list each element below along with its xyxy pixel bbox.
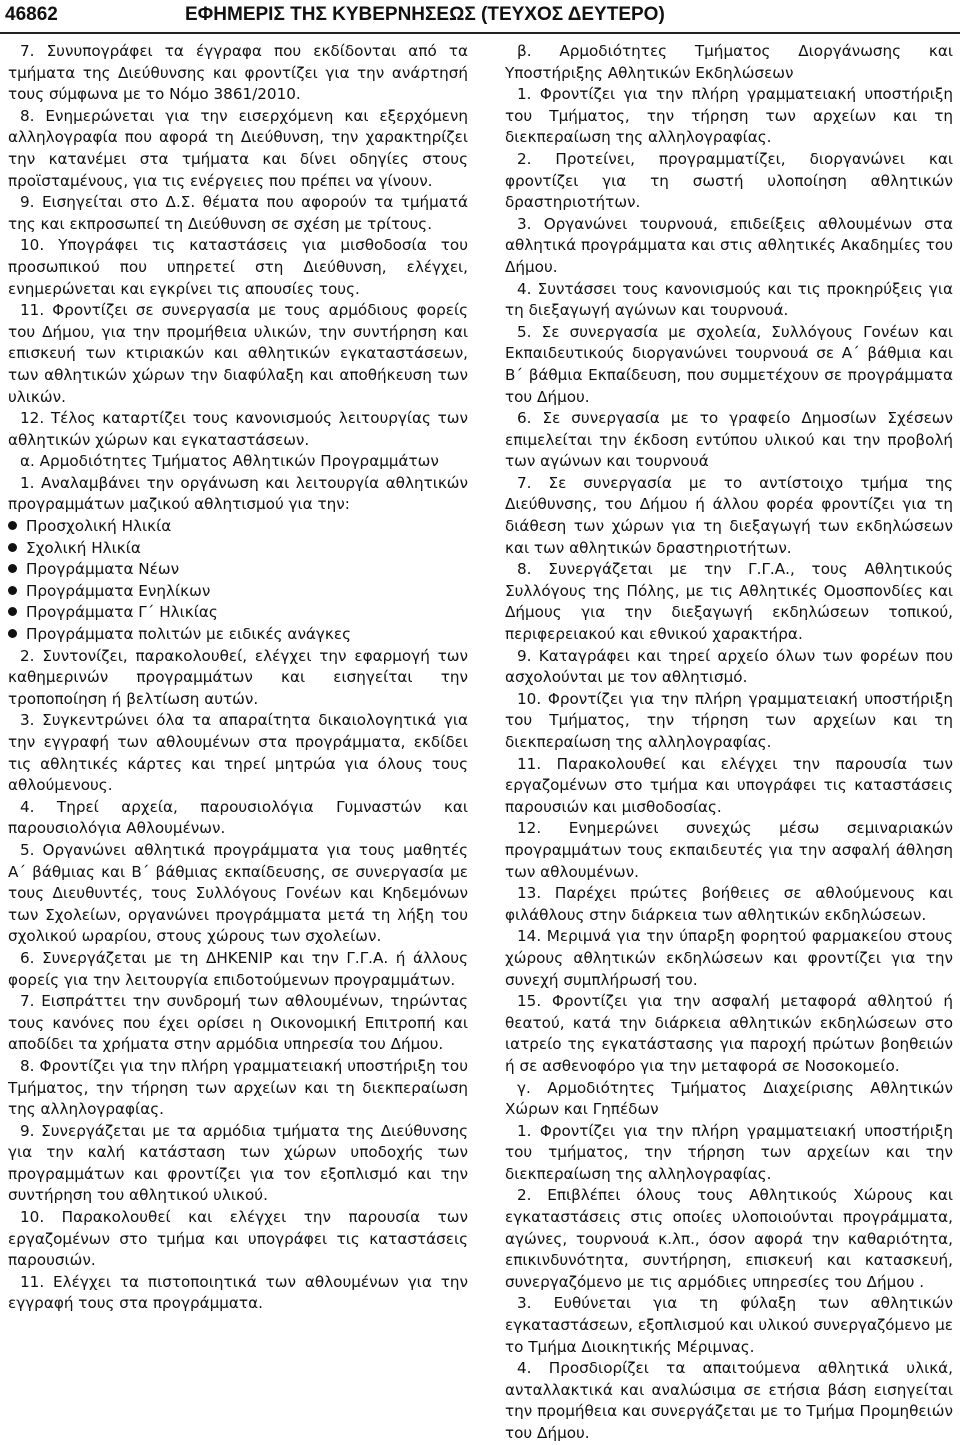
paragraph: 1. Φροντίζει για την πλήρη γραμματειακή υποστήριξη του τμήματος, την τήρηση των αρχείων και την διεκπεραίωση της αλληλογραφίας. — [505, 1121, 953, 1183]
paragraph: 11. Παρακολουθεί και ελέγχει την παρουσία των εργαζομένων στο τμήμα και υπογράφει τις καταστάσεις παρουσιών και μισθοδοσίας. — [505, 754, 953, 816]
paragraph: 5. Οργανώνει αθλητικά προγράμματα για τους μαθητές Α΄ βάθμιας και Β΄ βάθμιας εκπαίδευσης, σε συνεργασία με τους Διευθυντές, τους Συλλόγους Γονέων και Κηδεμόνων των Σχολείων, οργανώνει προγράμματα μετά τη λήξη του σχολικού ωραρίου, στους χώρους των σχολείων. — [8, 840, 468, 946]
paragraph: 12. Ενημερώνει συνεχώς μέσω σεμιναριακών προγραμμάτων τους εκπαιδευτές για την ασφαλή άθληση των αθλουμένων. — [505, 819, 953, 881]
paragraph: 2. Επιβλέπει όλους τους Αθλητικούς Χώρους και εγκαταστάσεις στις οποίες υλοποιούνται προγράμματα, αγώνες, τουρνουά κ.λπ., όσον αφορά την καθαριότητα, επικινδυνότητα, συντήρηση, επισκευή και κατασκευή, συνεργαζόμενο με τις αρμόδιες υπηρεσίες του Δήμου . — [505, 1186, 953, 1291]
header-rule — [0, 32, 960, 34]
list-item-text: Προσχολική Ηλικία — [26, 517, 172, 536]
paragraph: 2. Συντονίζει, παρακολουθεί, ελέγχει την εφαρμογή των καθημερινών προγραμμάτων και εισηγείται την τροποποίηση ή βελτίωση αυτών. — [8, 646, 468, 708]
list-item — [8, 538, 468, 560]
bullet-icon — [8, 564, 17, 573]
paragraph: 10. Φροντίζει για την πλήρη γραμματειακή υποστήριξη του Τμήματος, την τήρηση των αρχείων και τη διεκπεραίωση της αλληλογραφίας. — [505, 689, 953, 751]
bullet-list — [8, 516, 468, 646]
paragraph: 6. Σε συνεργασία με το γραφείο Δημοσίων Σχέσεων επιμελείται την έκδοση εντύπου υλικού και την προβολή των αγώνων και τουρνουά — [505, 409, 953, 471]
list-item — [8, 516, 468, 538]
list-item-text: Προγράμματα Νέων — [26, 560, 180, 579]
section-heading: γ. Αρμοδιότητες Τμήματος Διαχείρισης Αθλητικών Χώρων και Γηπέδων — [505, 1078, 953, 1119]
section-heading: β. Αρμοδιότητες Τμήματος Διοργάνωσης και Υποστήριξης Αθλητικών Εκδηλώσεων — [505, 42, 953, 82]
list-item-text: Προγράμματα Γ΄ Ηλικίας — [26, 603, 218, 622]
paragraph: 7. Εισπράττει την συνδρομή των αθλουμένων, τηρώντας τους κανόνες που έχει ορίσει η Οικονομική Επιτροπή και αποδίδει τα χρήματα στην αρμόδια υπηρεσία του Δήμου. — [8, 992, 468, 1054]
paragraph: 4. Συντάσσει τους κανονισμούς και τις προκηρύξεις για τη διεξαγωγή αγώνων και τουρνουά. — [505, 279, 953, 320]
bullet-icon — [8, 607, 17, 616]
paragraph: 9. Εισηγείται στο Δ.Σ. θέματα που αφορούν τα τμήματά της και εκπροσωπεί τη Διεύθυνση σε σχέση με τρίτους. — [8, 193, 468, 233]
paragraph: 11. Ελέγχει τα πιστοποιητικά των αθλουμένων για την εγγραφή τους στα προγράμματα. — [8, 1272, 468, 1313]
paragraph: 12. Τέλος καταρτίζει τους κανονισμούς λειτουργίας των αθλητικών χώρων και εγκαταστάσεων. — [8, 409, 468, 449]
paragraph: 8. Ενημερώνεται για την εισερχόμενη και εξερχόμενη αλληλογραφία που αφορά τη Διεύθυνση, την χαρακτηρίζει την κατανέμει στα τμήματα και δίνει οδηγίες στους προϊσταμένους, για τις ενέργειες που πρέπει να γίνουν. — [8, 106, 468, 190]
paragraph: 1. Φροντίζει για την πλήρη γραμματειακή υποστήριξη του Τμήματος, την τήρηση των αρχείων και τη διεκπεραίωση της αλληλογραφίας. — [505, 85, 953, 147]
list-item — [8, 581, 468, 603]
paragraph: 9. Συνεργάζεται με τα αρμόδια τμήματα της Διεύθυνσης για την καλή κατάσταση των χώρων υποδοχής των προγραμμάτων και φροντίζει για τον εξοπλισμό και την συντήρηση του αθλητικού υλικού. — [8, 1121, 468, 1205]
paragraph: 2. Προτείνει, προγραμματίζει, διοργανώνει και φροντίζει για τη σωστή υλοποίηση αθλητικών δραστηριοτήτων. — [505, 149, 953, 212]
paragraph: 15. Φροντίζει για την ασφαλή μεταφορά αθλητού ή θεατού, κατά την διάρκεια αθλητικών εκδηλώσεων στο ιατρείο της εγκατάστασης για παροχή πρώτων βοηθειών ή σε ασθενοφόρο για την μεταφορά σε Νοσοκομείο. — [505, 992, 953, 1075]
journal-title: ΕΦΗΜΕΡΙΣ ΤΗΣ ΚΥΒΕΡΝΗΣΕΩΣ (ΤΕΥΧΟΣ ΔΕΥΤΕΡΟ) — [185, 4, 665, 25]
paragraph: 7. Σε συνεργασία με το αντίστοιχο τμήμα της Διεύθυνσης, του Δήμου ή άλλου φορέα φροντίζει για τη διάθεση των χώρων για τη διεξαγωγή των εκδηλώσεων και των αθλητικών δραστηριοτήτων. — [505, 473, 953, 557]
left-column — [8, 41, 468, 1315]
paragraph: 9. Καταγράφει και τηρεί αρχείο όλων των φορέων που ασχολούνται με τον αθλητισμό. — [505, 646, 953, 687]
list-item — [8, 624, 468, 646]
paragraph: 7. Συνυπογράφει τα έγγραφα που εκδίδονται από τα τμήματα της Διεύθυνσης και φροντίζει για την ανάρτησή τους σύμφωνα με το Νόμο 3861/2010. — [8, 42, 468, 104]
paragraph: 1. Αναλαμβάνει την οργάνωση και λειτουργία αθλητικών προγραμμάτων μαζικού αθλητισμού για την: — [8, 473, 468, 514]
paragraph: 3. Συγκεντρώνει όλα τα απαραίτητα δικαιολογητικά για την εγγραφή των αθλουμένων στα προγράμματα, εκδίδει τις αθλητικές κάρτες και τηρεί μητρώα για όλους τους αθλούμενους. — [8, 711, 468, 795]
list-item-text: Προγράμματα Ενηλίκων — [26, 581, 211, 600]
list-item-text: Σχολική Ηλικία — [26, 538, 141, 557]
bullet-icon — [8, 586, 17, 595]
list-item-text: Προγράμματα πολιτών με ειδικές ανάγκες — [26, 625, 351, 644]
right-column — [505, 41, 953, 1445]
paragraph: 10. Υπογράφει τις καταστάσεις για μισθοδοσία του προσωπικού που υπηρετεί στη Διεύθυνση, ελέγχει, ενημερώνεται και εγκρίνει τις απουσίες τους. — [8, 236, 468, 298]
paragraph: 3. Οργανώνει τουρνουά, επιδείξεις αθλουμένων στα αθλητικά προγράμματα και στις αθλητικές Ακαδημίες του Δήμου. — [505, 214, 953, 276]
bullet-icon — [8, 629, 17, 638]
list-item — [8, 602, 468, 624]
paragraph: 10. Παρακολουθεί και ελέγχει την παρουσία των εργαζομένων στο τμήμα και υπογράφει τις καταστάσεις παρουσιών. — [8, 1208, 468, 1270]
paragraph: 4. Προσδιορίζει τα απαιτούμενα αθλητικά υλικά, ανταλλακτικά και αναλώσιμα σε ετήσια βάση εισηγείται την προμήθεια και συνεργάζεται με το Τμήμα Προμηθειών του Δήμου. — [505, 1359, 953, 1442]
paragraph: 4. Τηρεί αρχεία, παρουσιολόγια Γυμναστών και παρουσιολόγια Αθλουμένων. — [8, 797, 468, 838]
paragraph: 8. Συνεργάζεται με την Γ.Γ.Α., τους Αθλητικούς Συλλόγους της Πόλης, με τις Αθλητικές Ομοσπονδίες και Δήμους για την διεξαγωγή εκδηλώσεων τοπικού, περιφερειακού και εθνικού χαρακτήρα. — [505, 560, 953, 644]
paragraph: 6. Συνεργάζεται με τη ΔΗΚΕΝΙΡ και την Γ.Γ.Α. ή άλλους φορείς για την λειτουργία επιδοτούμενων προγραμμάτων. — [8, 948, 468, 989]
page-header — [5, 4, 955, 28]
bullet-icon — [8, 521, 17, 530]
page-number: 46862 — [5, 4, 58, 25]
paragraph: 14. Μεριμνά για την ύπαρξη φορητού φαρμακείου στους χώρους αθλητικών εκδηλώσεων και φροντίζει για την συνεχή συμπλήρωσή του. — [505, 927, 953, 989]
paragraph: 3. Ευθύνεται για τη φύλαξη των αθλητικών εγκαταστάσεων, εξοπλισμού και υλικού συνεργαζόμενο με το Τμήμα Διοικητικής Μέριμνας. — [505, 1294, 953, 1356]
bullet-icon — [8, 543, 17, 552]
paragraph: 13. Παρέχει πρώτες βοήθειες σε αθλούμενους και φιλάθλους στην διάρκεια των αθλητικών εκδηλώσεων. — [505, 884, 953, 924]
paragraph: 8. Φροντίζει για την πλήρη γραμματειακή υποστήριξη του Τμήματος, την τήρηση των αρχείων και τη διεκπεραίωση της αλληλογραφίας. — [8, 1056, 468, 1119]
paragraph: 5. Σε συνεργασία με σχολεία, Συλλόγους Γονέων και Εκπαιδευτικούς διοργανώνει τουρνουά σε Α΄ βάθμια και Β΄ βάθμια Εκπαίδευση, που συμμετέχουν σε προγράμματα του Δήμου. — [505, 322, 953, 406]
paragraph: 11. Φροντίζει σε συνεργασία με τους αρμόδιους φορείς του Δήμου, για την προμήθεια υλικών, την συντήρηση και επισκευή των κτιριακών και αθλητικών εγκαταστάσεων, των αθλητικών χώρων την διαφύλαξη και αποθήκευση των υλικών. — [8, 301, 468, 406]
section-heading: α. Αρμοδιότητες Τμήματος Αθλητικών Προγραμμάτων — [20, 452, 439, 471]
list-item — [8, 559, 468, 581]
